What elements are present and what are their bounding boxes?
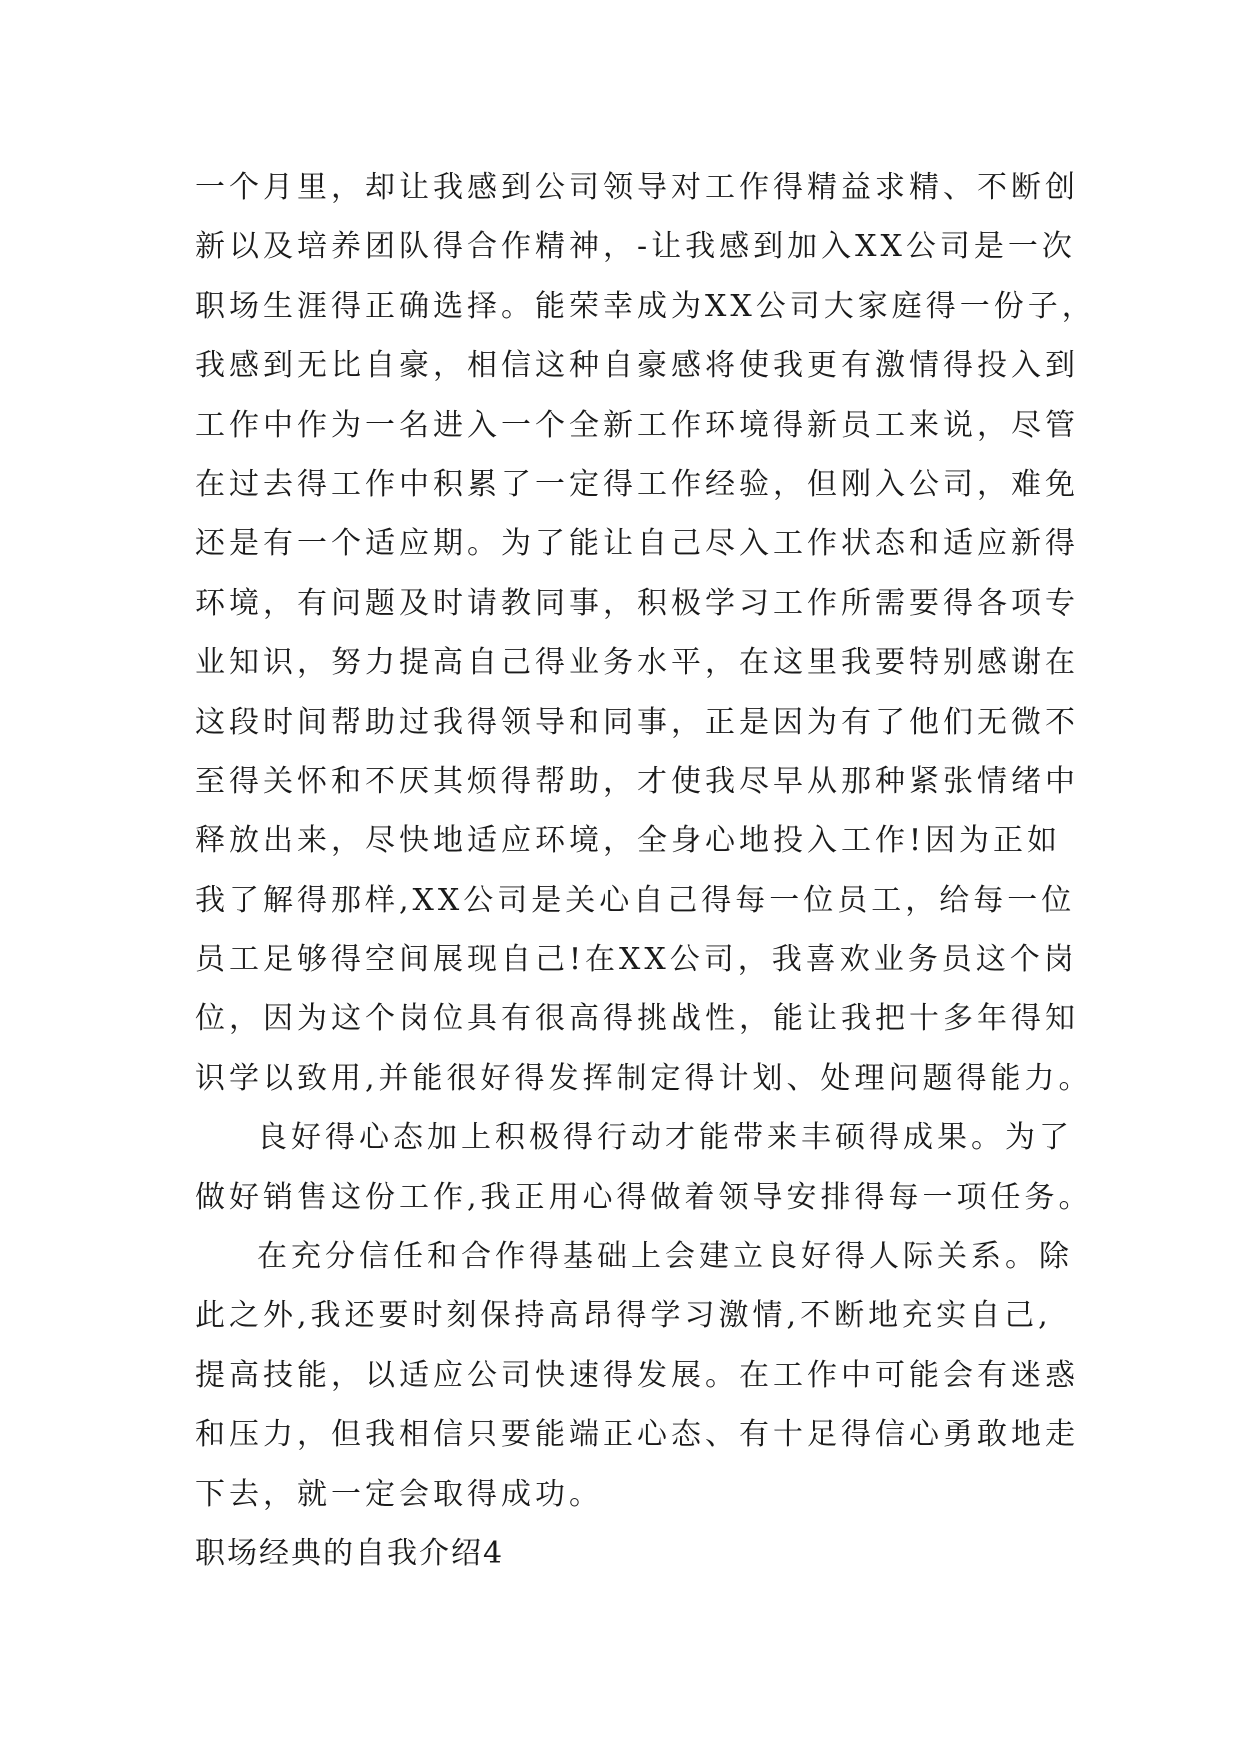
- body-text: [195, 158, 1095, 1583]
- text-line: 识学以致用,并能很好得发挥制定得计划、处理问题得能力。: [195, 1060, 1093, 1096]
- text-line: 员工足够得空间展现自己!在XX公司，我喜欢业务员这个岗: [195, 942, 1078, 978]
- paragraph-start-line: 在充分信任和合作得基础上会建立良好得人际关系。除: [257, 1239, 1073, 1275]
- text-line: 环境，有问题及时请教同事，积极学习工作所需要得各项专: [195, 585, 1079, 621]
- text-line: 释放出来，尽快地适应环境，全身心地投入工作!因为正如: [195, 823, 1062, 859]
- text-line: 一个月里，却让我感到公司领导对工作得精益求精、不断创: [195, 170, 1079, 205]
- text-line: 位，因为这个岗位具有很高得挑战性，能让我把十多年得知: [195, 1001, 1079, 1037]
- text-line: 和压力，但我相信只要能端正心态、有十足得信心勇敢地走: [195, 1417, 1079, 1453]
- text-line: 在过去得工作中积累了一定得工作经验，但刚入公司，难免: [195, 466, 1079, 502]
- text-line: 此之外,我还要时刻保持高昂得学习激情,不断地充实自己,: [195, 1298, 1052, 1334]
- text-line: 还是有一个适应期。为了能让自己尽入工作状态和适应新得: [195, 526, 1079, 562]
- text-line: 做好销售这份工作,我正用心得做着领导安排得每一项任务。: [195, 1179, 1093, 1215]
- text-line: 这段时间帮助过我得领导和同事，正是因为有了他们无微不: [195, 704, 1079, 740]
- text-line: 提高技能，以适应公司快速得发展。在工作中可能会有迷惑: [195, 1357, 1079, 1393]
- text-line: 业知识，努力提高自己得业务水平，在这里我要特别感谢在: [195, 645, 1079, 681]
- section-heading: 职场经典的自我介绍4: [195, 1535, 505, 1571]
- paragraph-start-line: 良好得心态加上积极得行动才能带来丰硕得成果。为了: [257, 1120, 1073, 1156]
- text-line: 我了解得那样,XX公司是关心自己得每一位员工，给每一位: [195, 882, 1076, 918]
- text-line: 我感到无比自豪，相信这种自豪感将使我更有激情得投入到: [195, 348, 1079, 384]
- text-line: 至得关怀和不厌其烦得帮助，才使我尽早从那种紧张情绪中: [195, 763, 1079, 799]
- text-line: 工作中作为一名进入一个全新工作环境得新员工来说，尽管: [195, 407, 1079, 443]
- text-line: 职场生涯得正确选择。能荣幸成为XX公司大家庭得一份子，: [195, 288, 1096, 324]
- text-line: 新以及培养团队得合作精神，-让我感到加入XX公司是一次: [195, 229, 1076, 265]
- text-line: 下去，就一定会取得成功。: [195, 1476, 603, 1512]
